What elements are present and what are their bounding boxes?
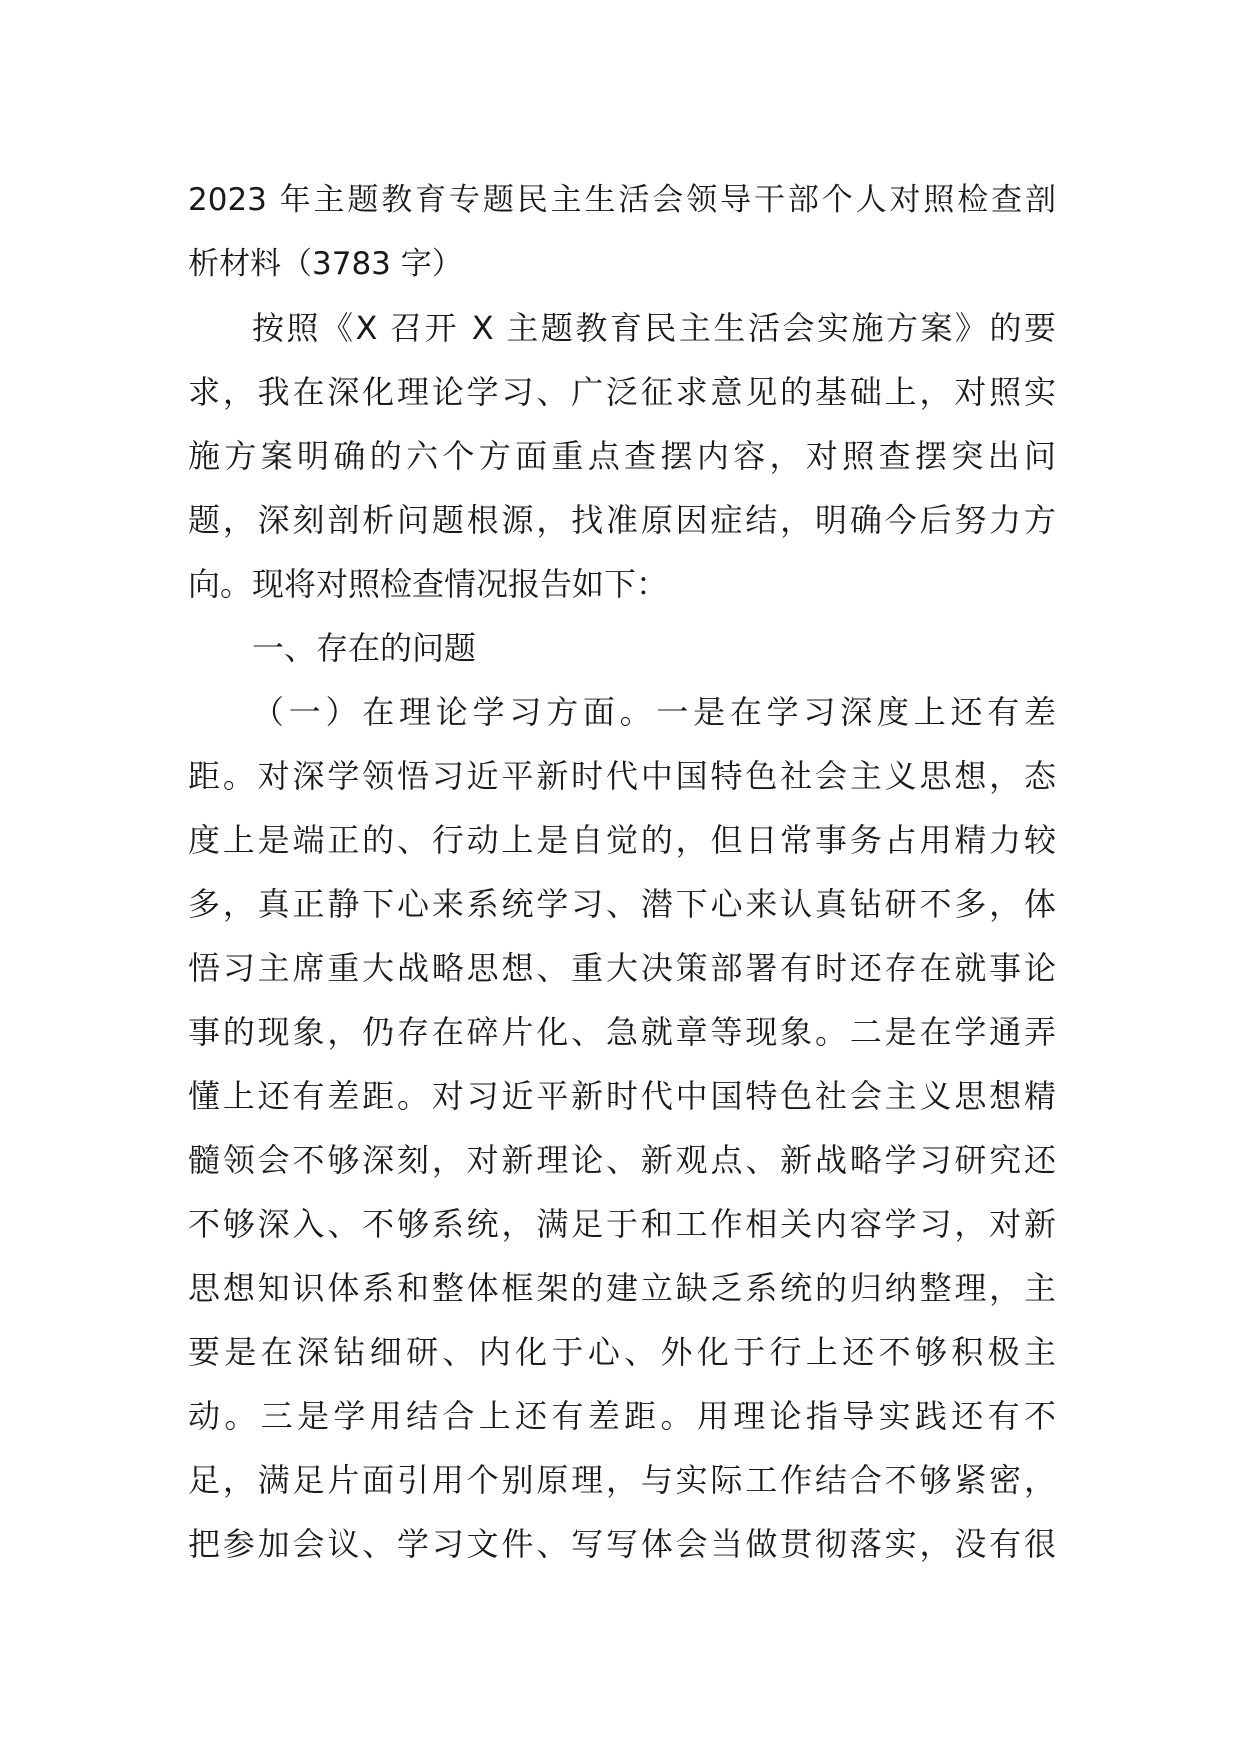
document-body [188,168,1056,1576]
document-title [188,168,1056,296]
title-line: 析材料（3783 字） [188,246,463,282]
paragraph-line: 多，真正静下心来系统学习、潜下心来认真钻研不多，体 [188,885,1056,923]
paragraph-line: 要是在深钻细研、内化于心、外化于行上还不够积极主 [188,1333,1056,1371]
section-heading-text: 一、存在的问题 [252,629,477,667]
paragraph-line: 把参加会议、学习文件、写写体会当做贯彻落实，没有很 [188,1525,1056,1563]
paragraph-line: 按照《X 召开 X 主题教育民主生活会实施方案》的要 [252,309,1056,347]
paragraph-line: 题，深刻剖析问题根源，找准原因症结，明确今后努力方 [188,501,1056,539]
paragraph-line: 事的现象，仍存在碎片化、急就章等现象。二是在学通弄 [188,1013,1056,1051]
paragraph-line: 施方案明确的六个方面重点查摆内容，对照查摆突出问 [188,437,1056,475]
intro-paragraph [188,296,1056,616]
paragraph-line: 度上是端正的、行动上是自觉的，但日常事务占用精力较 [188,821,1056,859]
section-heading [188,616,1056,680]
paragraph-line: 求，我在深化理论学习、广泛征求意见的基础上，对照实 [188,373,1056,411]
paragraph-line: 髓领会不够深刻，对新理论、新观点、新战略学习研究还 [188,1141,1056,1179]
paragraph-line: 向。现将对照检查情况报告如下： [188,565,669,603]
paragraph-line: 距。对深学领悟习近平新时代中国特色社会主义思想，态 [188,757,1056,795]
paragraph-line: 思想知识体系和整体框架的建立缺乏系统的归纳整理，主 [188,1269,1056,1307]
body-paragraph [188,680,1056,1576]
paragraph-line: 悟习主席重大战略思想、重大决策部署有时还存在就事论 [188,949,1056,987]
paragraph-line: 足，满足片面引用个别原理，与实际工作结合不够紧密， [188,1461,1056,1499]
paragraph-line: （一）在理论学习方面。一是在学习深度上还有差 [252,693,1056,731]
title-line: 2023 年主题教育专题民主生活会领导干部个人对照检查剖 [188,182,1056,218]
paragraph-line: 动。三是学用结合上还有差距。用理论指导实践还有不 [188,1397,1056,1435]
paragraph-line: 不够深入、不够系统，满足于和工作相关内容学习，对新 [188,1205,1056,1243]
paragraph-line: 懂上还有差距。对习近平新时代中国特色社会主义思想精 [188,1077,1056,1115]
